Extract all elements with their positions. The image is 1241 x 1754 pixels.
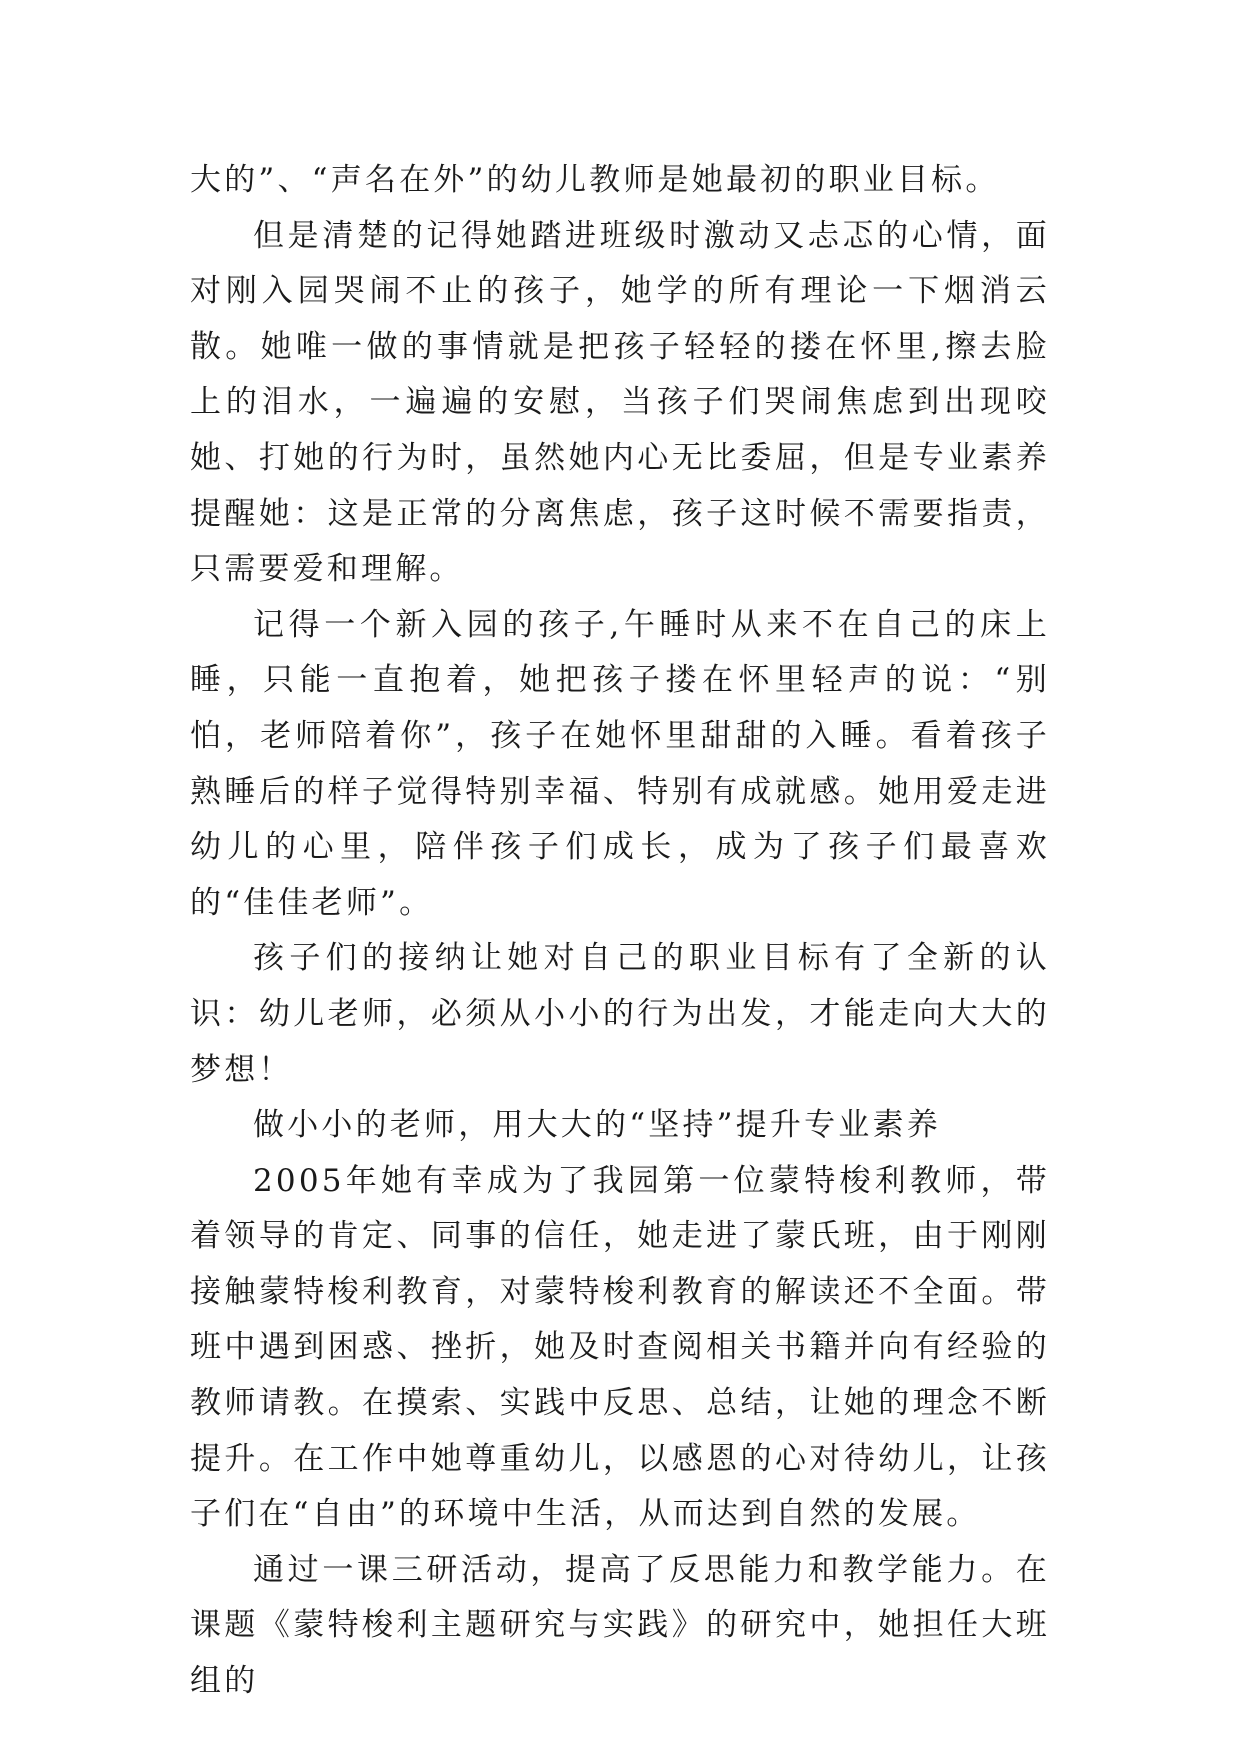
paragraph-career-goal: 孩子们的接纳让她对自己的职业目标有了全新的认识：幼儿老师，必须从小小的行为出发，才能走向大大的梦想！ (190, 940, 1050, 1088)
paragraph-montessori: 2005年她有幸成为了我园第一位蒙特梭利教师，带着领导的肯定、同事的信任，她走进了蒙氏班，由于刚刚接触蒙特梭利教育，对蒙特梭利教育的解读还不全面。带班中遇到困惑、挫折，她及时查阅相关书籍并向有经验的教师请教。在摸索、实践中反思、总结，让她的理念不断提升。在工作中她尊重幼儿，以感恩的心对待幼儿，让孩子们在“自由”的环境中生活，从而达到自然的发展。 (190, 1162, 1050, 1533)
paragraph-first-day: 但是清楚的记得她踏进班级时激动又忐忑的心情，面对刚入园哭闹不止的孩子，她学的所有理论一下烟消云散。她唯一做的事情就是把孩子轻轻的搂在怀里,擦去脸上的泪水，一遍遍的安慰，当孩子们哭闹焦虑到出现咬她、打她的行为时，虽然她内心无比委屈，但是专业素养提醒她：这是正常的分离焦虑，孩子这时候不需要指责，只需要爱和理解。 (190, 217, 1050, 588)
paragraph-research: 通过一课三研活动，提高了反思能力和教学能力。在课题《蒙特梭利主题研究与实践》的研究中，她担任大班组的 (190, 1551, 1050, 1700)
paragraph-continuation: 大的”、“声名在外”的幼儿教师是她最初的职业目标。 (190, 162, 1000, 198)
section-heading: 做小小的老师，用大大的“坚持”提升专业素养 (253, 1107, 941, 1144)
document-body (190, 153, 1050, 1710)
paragraph-nap-story: 记得一个新入园的孩子,午睡时从来不在自己的床上睡，只能一直抱着，她把孩子搂在怀里轻声的说：“别怕，老师陪着你”，孩子在她怀里甜甜的入睡。看着孩子熟睡后的样子觉得特别幸福、特别有成就感。她用爱走进幼儿的心里，陪伴孩子们成长，成为了孩子们最喜欢的“佳佳老师”。 (190, 606, 1050, 921)
